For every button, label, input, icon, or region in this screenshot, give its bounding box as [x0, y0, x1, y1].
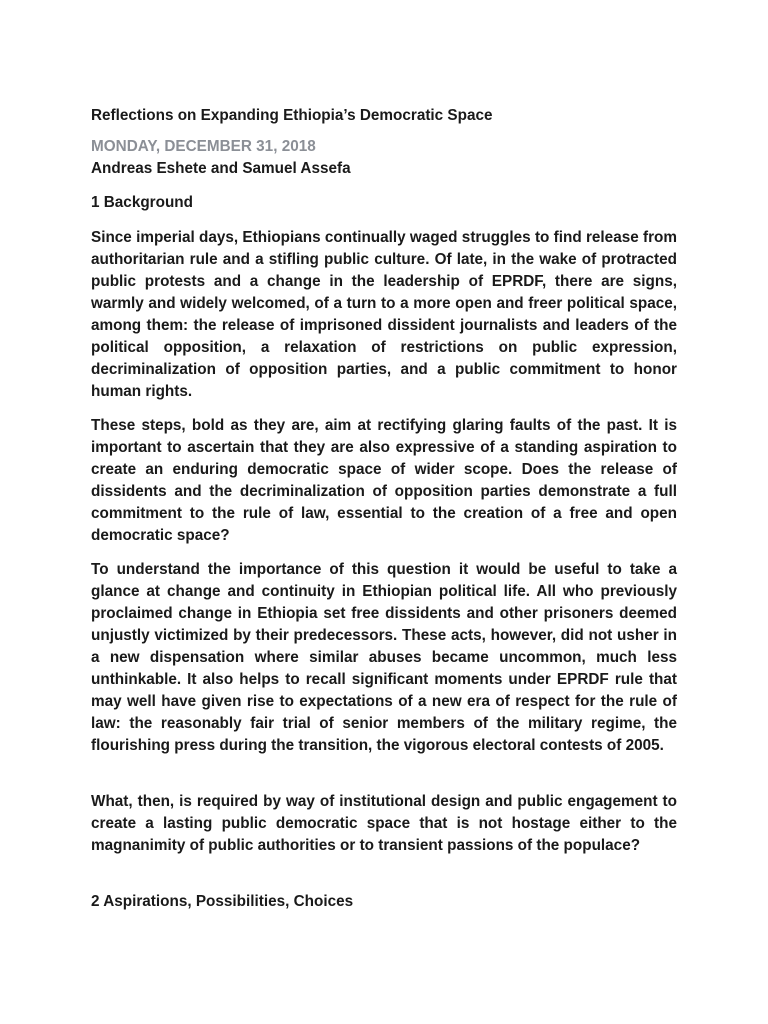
- paragraph: What, then, is required by way of institutional design and public engagement to create a lasting public democratic space that is not hostage either to the magnanimity of public authorities or to transient passions of the populace?: [91, 793, 677, 854]
- paragraph: To understand the importance of this question it would be useful to take a glance at change and continuity in Ethiopian political life. All who previously proclaimed change in Ethiopia set free dissidents and other prisoners deemed unjustly victimized by their predecessors. These acts, however, did not usher in a new dispensation where similar abuses became uncommon, much less unthinkable. It also helps to recall significant moments under EPRDF rule that may well have given rise to expectations of a new era of respect for the rule of law: the reasonably fair trial of senior members of the military regime, the flourishing press during the transition, the vigorous electoral contests of 2005.: [91, 561, 677, 754]
- article-date: MONDAY, DECEMBER 31, 2018: [91, 138, 316, 155]
- document-page: [91, 0, 677, 1024]
- paragraph: These steps, bold as they are, aim at rectifying glaring faults of the past. It is important to ascertain that they are also expressive of a standing aspiration to create an enduring democratic space of wider scope. Does the release of dissidents and the decriminalization of opposition parties demonstrate a full commitment to the rule of law, essential to the creation of a free and open democratic space?: [91, 417, 677, 544]
- article-authors: Andreas Eshete and Samuel Assefa: [91, 160, 351, 177]
- article-title: Reflections on Expanding Ethiopia’s Democratic Space: [91, 107, 493, 124]
- paragraph: Since imperial days, Ethiopians continually waged struggles to find release from authoritarian rule and a stifling public culture. Of late, in the wake of protracted public protests and a change in the leadership of EPRDF, there are signs, warmly and widely welcomed, of a turn to a more open and freer political space, among them: the release of imprisoned dissident journalists and leaders of the political opposition, a relaxation of restrictions on public expression, decriminalization of opposition parties, and a public commitment to honor human rights.: [91, 229, 677, 400]
- section-heading-background: 1 Background: [91, 194, 193, 211]
- section-heading-aspirations: 2 Aspirations, Possibilities, Choices: [91, 893, 354, 910]
